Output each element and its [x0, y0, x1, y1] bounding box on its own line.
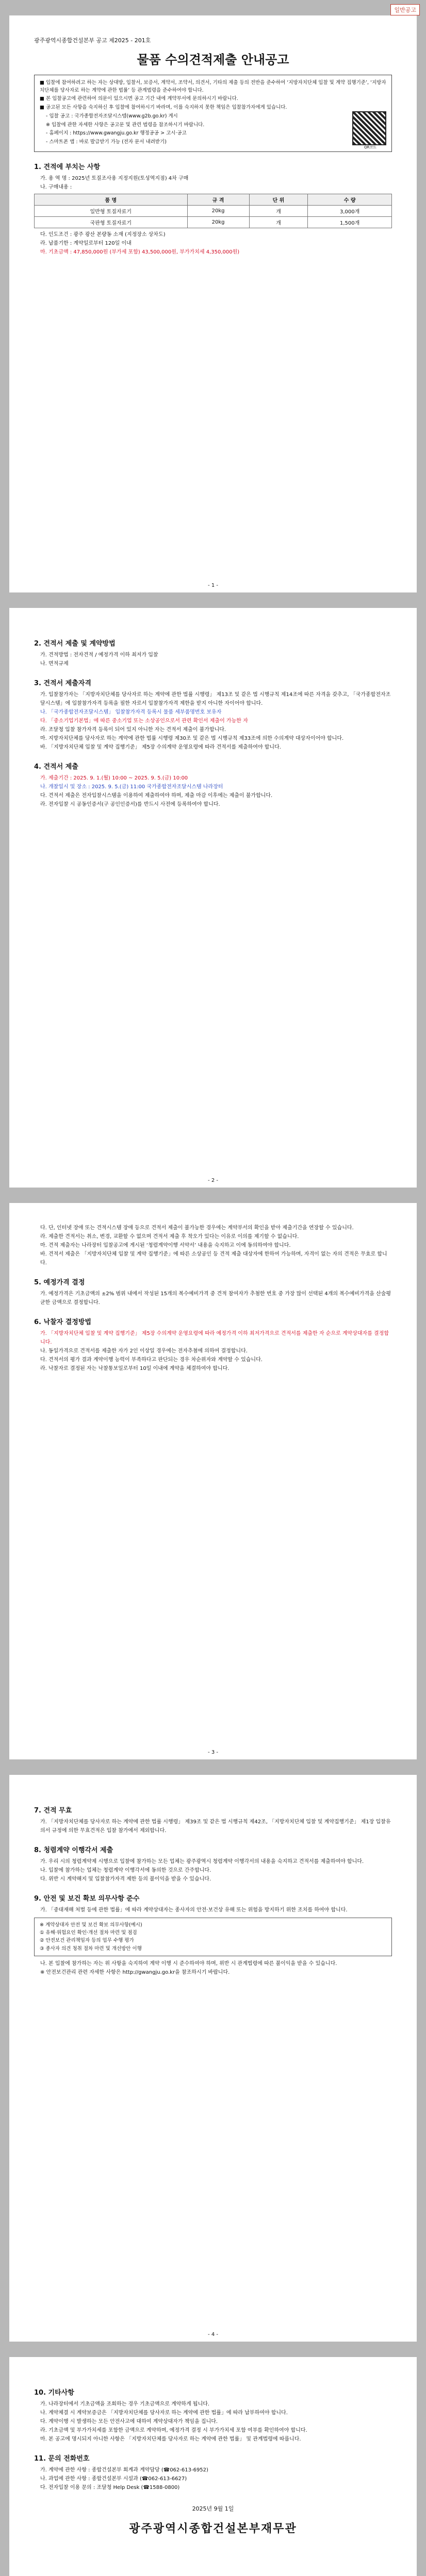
document-page-1 — [9, 15, 417, 592]
opening-text: 나. 개찰일시 및 장소 : 2025. 9. 5.(금) 11:00 국가종합전자조달시스템 나라장터 — [40, 784, 223, 790]
section-line: 바. 「지방자치단체 입찰 및 계약 집행기준」 제5장 수의계약 운영요령에 따라 견적서를 제출하여야 합니다. — [40, 744, 281, 750]
column-header: 품 명 — [35, 194, 188, 205]
section-line — [34, 783, 392, 791]
section-line: 라. 낙찰자로 결정된 자는 낙찰통보일로부터 10일 이내에 계약을 체결하여야 합니다. — [40, 1366, 230, 1371]
table-cell: 개 — [249, 205, 308, 216]
column-header: 수 량 — [308, 194, 392, 205]
section-line[interactable]: ※ 안전보건관리 관련 자세한 사항은 http://gwangju.go.kr을 참조하시기 바랍니다. — [40, 1969, 230, 1975]
section-heading: 4. 견적서 제출 — [34, 763, 78, 771]
notice-number: 광주광역시종합건설본부 공고 제2025 - 201호 — [34, 37, 151, 44]
section-line: 마. 본 공고에 명시되지 아니한 사항은 「지방자치단체를 당사자로 하는 계약에 관한 법률」 및 관계법령에 따릅니다. — [40, 2436, 301, 2442]
intro-box — [34, 75, 392, 152]
document-page-2 — [9, 608, 417, 1188]
intro-link-line[interactable]: - 스마트폰 앱 : 바로 발급받기 가능 (전자 문서 내려받기) — [46, 139, 167, 145]
sign-date: 2025년 9월 1일 — [192, 2505, 234, 2512]
safety-box-line: ※ 계약상대자 안전 및 보건 확보 의무사항(예시) — [40, 1922, 142, 1928]
section-line — [34, 774, 392, 783]
section-line: 나. 동일가격으로 견적서를 제출한 자가 2인 이상일 경우에는 전자추첨에 의하여 결정합니다. — [40, 1348, 248, 1354]
section-heading: 3. 견적서 제출자격 — [34, 680, 91, 687]
contact-line: 다. 전자입찰 이용 문의 : 조달청 Help Desk (☎1588-0800) — [40, 2485, 180, 2490]
section-line: 다. 계약이행 시 발생하는 모든 안전사고에 대하여 계약상대자가 책임을 집니다. — [40, 2419, 218, 2425]
intro-sub-line: ※ 입찰에 관한 자세한 사항은 공고문 및 관련 법령을 참조하시기 바랍니다. — [46, 122, 205, 128]
section-line: 나. 입찰에 참가하는 업체는 청렴계약 이행각서에 동의한 것으로 간주합니다. — [40, 1868, 211, 1873]
base-price-text: 마. 기초금액 : 47,850,000원 (부가세 포함) 43,500,000원, 부가가치세 4,350,000원) — [40, 249, 240, 255]
section-heading: 9. 안전 및 보건 확보 의무사항 준수 — [34, 1895, 140, 1903]
section-line: 라. 납품기한 : 계약일로부터 120일 이내 — [40, 240, 132, 246]
section-line: 다. 위반 시 계약해지 및 입찰참가자격 제한 등의 불이익을 받을 수 있습니다. — [40, 1876, 211, 1882]
table-cell: 20kg — [187, 205, 249, 216]
table-cell: 국판형 토질자료기 — [35, 216, 188, 228]
section-line: 라. 기초금액 및 부가가치세를 포함한 금액으로 계약하며, 예정가격 결정 시 부가가치세 포함 여부를 확인하여야 합니다. — [40, 2428, 307, 2433]
page-number: - 3 - — [208, 1750, 218, 1755]
section-heading: 7. 견적 무효 — [34, 1807, 72, 1815]
table-row — [35, 205, 392, 216]
section-line — [34, 717, 392, 725]
column-header: 단 위 — [249, 194, 308, 205]
page-number: - 2 - — [208, 1178, 218, 1183]
notice-type-badge: 일반공고 — [390, 4, 420, 15]
document-title: 물품 수의견적제출 안내공고 — [137, 53, 289, 67]
qr-caption: QR코드 — [364, 145, 376, 149]
section-heading: 5. 예정가격 결정 — [34, 1279, 85, 1286]
section-line: 마. 견적 제출자는 나라장터 입찰공고에 게시된 ‘청렴계약이행 서약서’ 내용을 숙지하고 이에 동의하여야 합니다. — [40, 1243, 291, 1248]
intro-line: ■ 공고된 모든 사항을 숙지하신 후 입찰에 참여하시기 바라며, 이를 숙지하지 못한 책임은 입찰참가자에게 있습니다. — [40, 105, 287, 111]
page-number: - 4 - — [208, 2332, 218, 2337]
section-heading: 10. 기타사항 — [34, 2389, 74, 2397]
section-line: 다. 견적서의 평가 결과 계약이행 능력이 부족하다고 판단되는 경우 차순위자와 계약할 수 있습니다. — [40, 1357, 263, 1363]
section-heading: 11. 문의 전화번호 — [34, 2455, 90, 2463]
safety-box-line: ③ 종사자 의견 청취 절차 마련 및 개선방안 이행 — [40, 1945, 142, 1952]
intro-line: ■ 입찰에 참여하려고 하는 자는 상대방, 입찰서, 보증서, 계약서, 조약서, 의견서, 기타의 제출 등의 전반을 준수하여 ‘지방자치단체 입찰 및 계약 집행기준’, ‘지방자치단체를 당사자로 하는 계약에 관한 법률’ 등 관계법령을 준수하여야 합니다. — [40, 80, 386, 93]
base-price-line — [34, 248, 392, 257]
section-line: 가. 견적방법 : 전자견적 / 예정가격 이하 최저가 입찰 — [40, 652, 158, 658]
page-number: - 1 - — [208, 583, 218, 588]
section-line: 가. 「지방자치단체를 당사자로 하는 계약에 관한 법률 시행령」 제39조 및 같은 법 시행규칙 제42조, 「지방자치단체 입찰 및 계약집행기준」 제1장 입찰유의서 규정에 의한 무효견적은 입찰 참가에서 제외합니다. — [40, 1819, 391, 1834]
section-line: 다. 견적서 제출은 전자입찰시스템을 이용하여 제출하여야 하며, 제출 마감 이후에는 제출이 불가합니다. — [40, 793, 273, 799]
section-line: 라. 조달청 입찰 참가자격 등록이 되어 있지 아니한 자는 견적서 제출이 불가합니다. — [40, 727, 226, 733]
intro-link-line[interactable]: - 홈페이지 : https://www.gwangju.go.kr 행정공공 > 고시·공고 — [46, 130, 187, 137]
section-heading: 6. 낙찰자 결정방법 — [34, 1318, 91, 1326]
table-header-row — [35, 194, 392, 205]
section-line — [34, 708, 392, 717]
table-cell: 20kg — [187, 216, 249, 228]
section-line: 나. 본 입찰에 참가하는 자는 위 사항을 숙지하여 계약 이행 시 준수하여야 하며, 위반 시 관계법령에 따른 불이익을 받을 수 있습니다. — [40, 1960, 337, 1967]
section-line: 가. 용 역 명 : 2025년 토질조사용 지정지원(토성역지점) 4차 구매 — [40, 175, 189, 181]
section-line: 라. 제출한 견적서는 취소, 변경, 교환할 수 없으며 견적서 제출 후 착오가 있다는 이유로 이의를 제기할 수 없습니다. — [40, 1234, 299, 1240]
intro-sub-line: - 입찰 공고 : 국가종합전자조달시스템(www.g2b.go.kr) 게시 — [46, 113, 178, 119]
section-heading: 1. 견적에 부치는 사항 — [34, 163, 101, 171]
section-line: 가. 예정가격은 기초금액의 ±2% 범위 내에서 작성된 15개의 복수예비가격 중 견적 참여자가 추첨한 번호 중 가장 많이 선택된 4개의 복수예비가격을 산술평균한 금액으로 결정합니다. — [40, 1291, 391, 1306]
qr-code-icon[interactable] — [352, 111, 386, 145]
document-page-5 — [9, 2357, 417, 2576]
contact-line: 가. 계약에 관한 사항 : 종합건설본부 회계과 계약담당 (☎062-613-6952) — [40, 2467, 208, 2473]
section-line: 바. 견적서 제출은 「지방자치단체 입찰 및 계약 집행기준」에 따른 소상공인 등 견적 제출 대상자에 한하여 가능하며, 자격이 없는 자의 견적은 무효로 합니다. — [40, 1251, 387, 1266]
section-line: 나. 면적규제 — [40, 661, 69, 667]
items-table — [34, 194, 392, 228]
table-cell: 일반형 토질자료기 — [35, 205, 188, 216]
table-cell: 개 — [249, 216, 308, 228]
section-line: 가. 나라장터에서 기초금액을 조회하는 경우 기초금액으로 계약하게 됩니다. — [40, 2401, 210, 2407]
table-cell: 3,000개 — [308, 205, 392, 216]
highlighted-text: 나. 「국가종합전자조달시스템」 입찰참가자격 등록시 물품 세부품명번호 보유자 — [40, 709, 222, 715]
column-header: 규 격 — [187, 194, 249, 205]
safety-box-line: ① 유해·위험요인 확인·개선 절차 마련 및 점검 — [40, 1930, 137, 1936]
section-line — [34, 1329, 392, 1347]
document-page-4 — [9, 1775, 417, 2342]
intro-line: ■ 본 입찰공고에 관련하여 의문이 있으시면 공고 기간 내에 계약부서에 문의하시기 바랍니다. — [40, 96, 238, 102]
section-line: 가. 입찰참가자는 「지방자치단체를 당사자로 하는 계약에 관한 법률 시행령」 제13조 및 같은 법 시행규칙 제14조에 따른 자격을 갖추고, 「국가종합전자조달시스템」에 입찰참가자격 등록을 필한 자로서 입찰참가자격 제한을 받지 아니한 자이어야 합니다. — [40, 692, 391, 706]
table-row — [35, 216, 392, 228]
safety-box — [34, 1918, 392, 1956]
signature-title: 광주광역시종합건설본부재무관 — [129, 2522, 297, 2535]
document-page-3 — [9, 1203, 417, 1759]
section-heading: 2. 견적서 제출 및 계약방법 — [34, 640, 116, 648]
safety-box-line: ② 안전보건 관리책임자 등의 업무 수행 평가 — [40, 1938, 134, 1944]
section-line: 라. 전자입찰 시 공동인증서(구 공인인증서)를 반드시 사전에 등록하여야 합니다. — [40, 802, 220, 807]
section-line: 나. 구매내용 : — [40, 184, 72, 190]
section-line: 다. 단, 인터넷 장애 또는 견적시스템 장애 등으로 견적서 제출이 불가능한 경우에는 계약부서의 확인을 받아 제출기간을 연장할 수 있습니다. — [40, 1225, 354, 1231]
section-heading: 8. 청렴계약 이행각서 제출 — [34, 1846, 113, 1854]
section-line: 마. 지방자치단체를 당사자로 하는 계약에 관한 법률 시행령 제30조 및 같은 법 시행규칙 제33조에 의한 수의계약 대상자이어야 합니다. — [40, 736, 344, 741]
deadline-text: 가. 제출기간 : 2025. 9. 1.(월) 10:00 ~ 2025. 9. 5.(금) 10:00 — [40, 775, 188, 781]
section-line: 다. 인도조건 : 광주 광산 본량동 소재 (지정장소 상차도) — [40, 231, 166, 238]
section-line: 가. 우리 시의 청렴계약제 시행으로 입찰에 참가하는 모든 업체는 광주광역시 청렴계약 이행각서의 내용을 숙지하고 견적서를 제출하여야 합니다. — [40, 1859, 364, 1865]
table-cell: 1,500개 — [308, 216, 392, 228]
section-line: 나. 계약체결 시 계약보증금은 「지방자치단체를 당사자로 하는 계약에 관한 법률」에 따라 납부하여야 합니다. — [40, 2410, 288, 2416]
highlighted-text: 다. 「중소기업기본법」에 따른 중소기업 또는 소상공인으로서 관련 확인서 제출이 가능한 자 — [40, 718, 248, 724]
highlighted-text: 가. 「지방자치단체 입찰 및 계약 집행기준」 제5장 수의계약 운영요령에 따라 예정가격 이하 최저가격으로 견적서를 제출한 자 순으로 계약상대자를 결정합니다. — [40, 1331, 389, 1345]
contact-line: 나. 과업에 관한 사항 : 종합건설본부 시설과 (☎062-613-6627) — [40, 2476, 187, 2482]
section-line: 가. 「중대재해 처벌 등에 관한 법률」에 따라 계약상대자는 종사자의 안전·보건상 유해 또는 위험을 방지하기 위한 조치를 하여야 합니다. — [40, 1907, 348, 1913]
